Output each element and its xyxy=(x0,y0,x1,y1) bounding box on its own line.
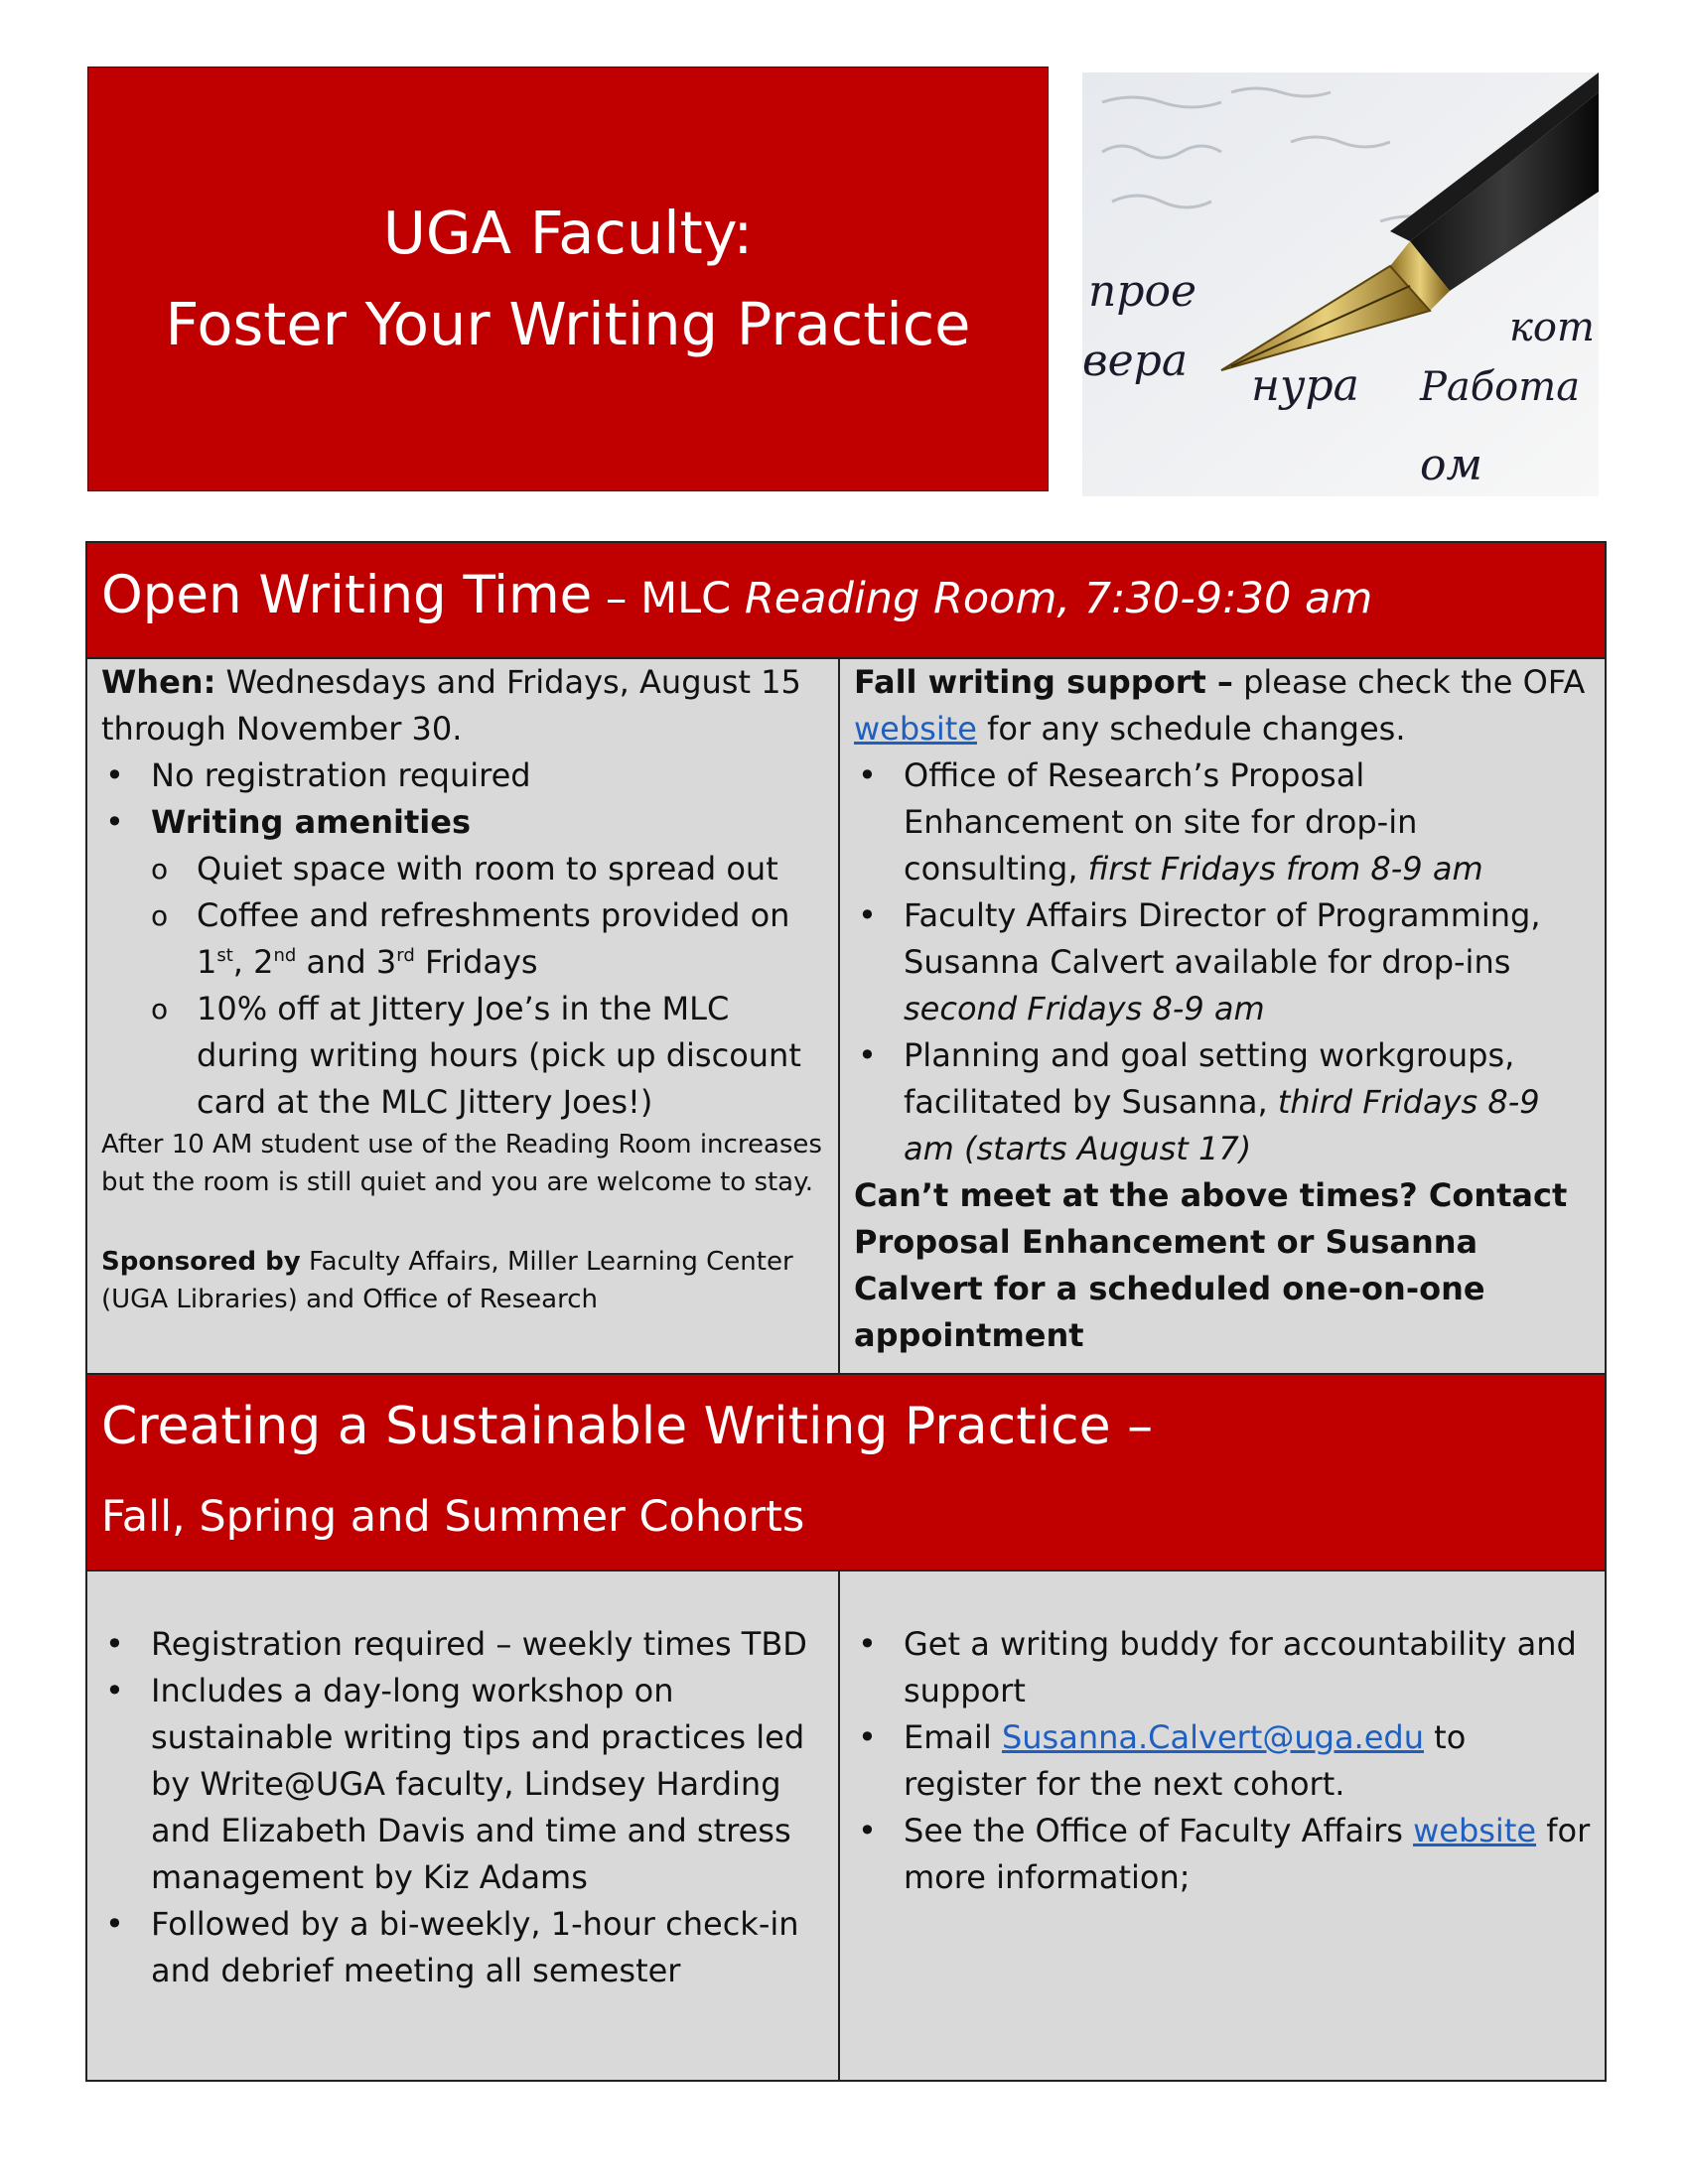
intro-text: please check the OFA xyxy=(1232,663,1586,701)
svg-text:ом: ом xyxy=(1420,440,1482,490)
list-item-text: for more information; xyxy=(904,1812,1591,1896)
list-item-text: to register for the next cohort. xyxy=(904,1718,1467,1803)
list-item-text: Get a writing buddy for accountability and support xyxy=(904,1625,1577,1709)
list-item xyxy=(101,1668,824,1901)
list-item-text: Registration required – weekly times TBD xyxy=(151,1625,807,1663)
list-item-text: , 2 xyxy=(232,943,274,981)
sub-list-item xyxy=(101,846,824,892)
cohort-list-left xyxy=(101,1621,824,1994)
superscript: nd xyxy=(273,945,297,966)
list-item xyxy=(854,892,1593,1032)
list-item xyxy=(854,1714,1593,1808)
superscript: rd xyxy=(396,945,415,966)
fall-support-label: Fall writing support – xyxy=(854,663,1233,701)
ofa-website-link[interactable]: website xyxy=(854,710,977,748)
list-item-text: Faculty Affairs Director of Programming, Susanna Calvert available for drop-ins xyxy=(904,896,1541,981)
fall-support-intro xyxy=(854,659,1593,752)
list-item-text: No registration required xyxy=(151,756,531,794)
list-item xyxy=(101,752,824,799)
email-link[interactable]: Susanna.Calvert@uga.edu xyxy=(1001,1718,1424,1756)
list-item xyxy=(854,1032,1593,1172)
after-hours-note: After 10 AM student use of the Reading Room increases but the room is still quiet and you are welcome to stay. xyxy=(101,1130,822,1197)
cohorts-title: Creating a Sustainable Writing Practice – xyxy=(101,1397,1154,1456)
appointment-text: Can’t meet at the above times? Contact Proposal Enhancement or Susanna Calvert for a scheduled one-on-one appointment xyxy=(854,1176,1568,1354)
list-item-text: Writing amenities xyxy=(151,803,471,841)
amenities-list xyxy=(101,752,824,1126)
list-item-schedule: first Fridays from 8-9 am xyxy=(1087,850,1483,887)
cohort-list-right xyxy=(854,1621,1593,1901)
title-line-1: UGA Faculty: xyxy=(382,199,754,267)
list-item-text: See the Office of Faculty Affairs xyxy=(904,1812,1414,1849)
list-item xyxy=(854,1621,1593,1714)
sub-list-item xyxy=(101,986,824,1126)
list-item-text: Quiet space with room to spread out xyxy=(197,850,778,887)
list-item-text: Email xyxy=(904,1718,1002,1756)
list-item-text: Followed by a bi-weekly, 1-hour check-in and debrief meeting all semester xyxy=(151,1905,799,1989)
fountain-pen-image xyxy=(1082,72,1599,496)
svg-text:кот: кот xyxy=(1509,305,1595,350)
when-paragraph xyxy=(101,659,824,752)
open-writing-header xyxy=(87,543,1605,659)
list-item-text: Office of Research’s Proposal Enhancement on site for drop-in consulting, xyxy=(904,756,1418,887)
svg-text:Работа: Работа xyxy=(1420,364,1581,410)
fall-support-details xyxy=(840,659,1607,1373)
support-list xyxy=(854,752,1593,1172)
intro-tail: for any schedule changes. xyxy=(976,710,1406,748)
svg-text:прое: прое xyxy=(1088,266,1197,317)
title-banner xyxy=(87,67,1049,491)
list-item-text: and 3 xyxy=(296,943,397,981)
open-writing-sep: – MLC xyxy=(592,574,745,623)
list-item-schedule: third Fridays 8-9 am (starts August 17) xyxy=(904,1083,1540,1167)
sponsor-paragraph xyxy=(101,1243,824,1318)
open-writing-details xyxy=(87,659,840,1373)
info-table xyxy=(85,541,1607,2082)
sponsor-text: Faculty Affairs, Miller Learning Center (UGA Libraries) and Office of Research xyxy=(101,1247,793,1314)
list-item-text: Fridays xyxy=(414,943,538,981)
open-writing-location: Reading Room, 7:30-9:30 am xyxy=(744,574,1373,623)
faculty-affairs-website-link[interactable]: website xyxy=(1413,1812,1537,1849)
svg-text:нура: нура xyxy=(1251,360,1359,411)
cohorts-details-left xyxy=(87,1571,840,2080)
cohorts-details-right xyxy=(840,1571,1607,2080)
svg-text:вера: вера xyxy=(1082,336,1189,386)
list-item-text: Planning and goal setting workgroups, facilitated by Susanna, xyxy=(904,1036,1515,1121)
list-item xyxy=(854,752,1593,892)
list-item xyxy=(101,1901,824,1994)
list-item-schedule: second Fridays 8-9 am xyxy=(904,990,1265,1027)
list-item-text: 10% off at Jittery Joe’s in the MLC during writing hours (pick up discount card at the MLC Jittery Joes!) xyxy=(197,990,801,1121)
sponsor-label: Sponsored by xyxy=(101,1247,301,1277)
list-item xyxy=(101,1621,824,1668)
cohorts-subtitle: Fall, Spring and Summer Cohorts xyxy=(101,1492,805,1542)
title-line-2: Foster Your Writing Practice xyxy=(165,290,971,358)
when-label: When: xyxy=(101,663,216,701)
list-item xyxy=(101,799,824,846)
list-item-text: Coffee and refreshments provided on 1 xyxy=(197,896,790,981)
list-item xyxy=(854,1808,1593,1901)
superscript: st xyxy=(216,945,233,966)
list-item-text: Includes a day-long workshop on sustainable writing tips and practices led by Write@UGA faculty, Lindsey Harding and Elizabeth Davis and time and stress management by Kiz Adams xyxy=(151,1672,805,1896)
when-text: Wednesdays and Fridays, August 15 through November 30. xyxy=(101,663,801,748)
appointment-note xyxy=(854,1172,1593,1359)
sub-list-item xyxy=(101,892,824,986)
cohorts-header xyxy=(87,1373,1605,1571)
open-writing-title: Open Writing Time xyxy=(101,565,593,625)
